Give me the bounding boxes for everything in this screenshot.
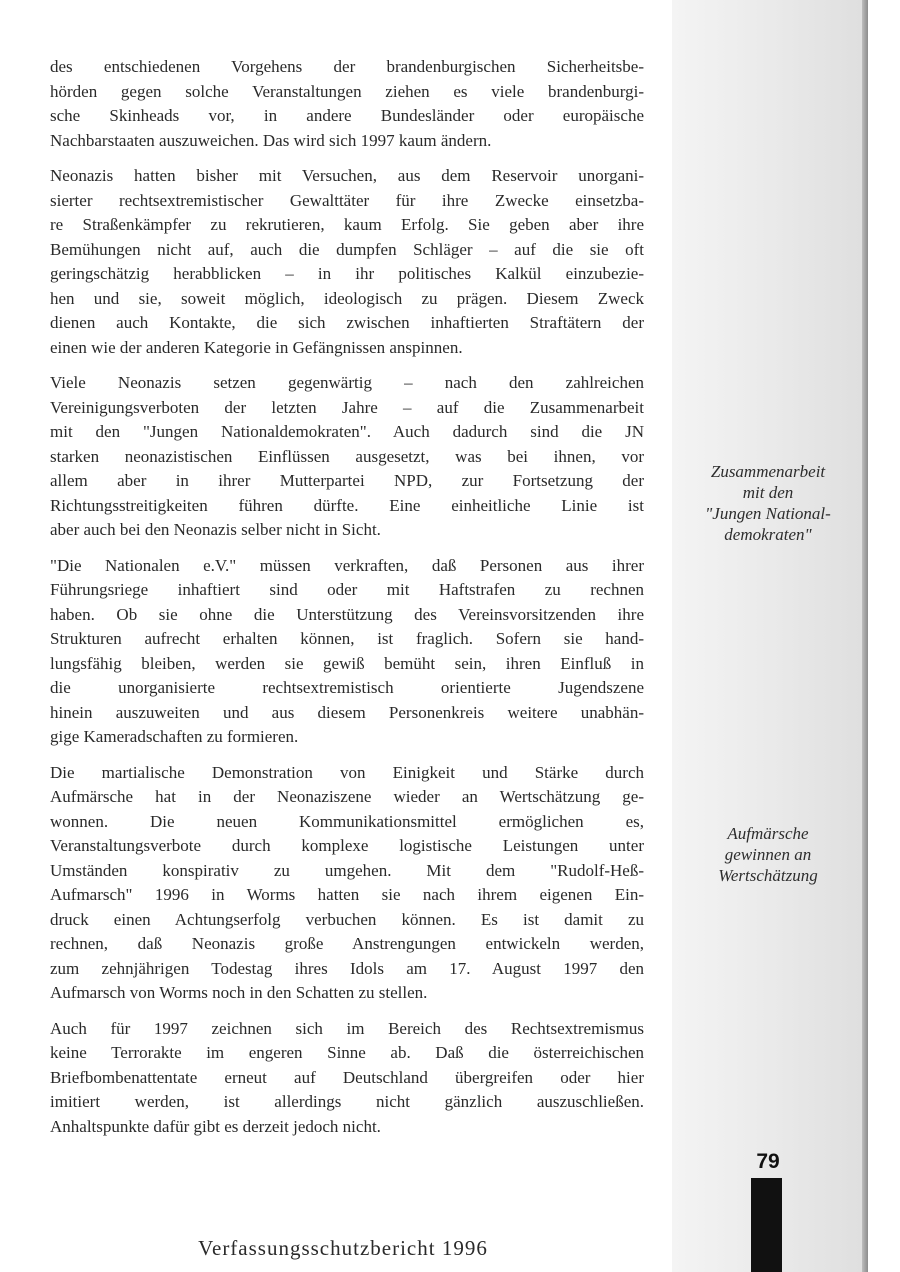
text-line: starken neonazistischen Einflüssen ausgesetzt, was bei ihnen, vor bbox=[50, 446, 644, 466]
text-line: dienen auch Kontakte, die sich zwischen inhaftierten Straftätern der bbox=[50, 313, 644, 332]
text-line: Viele Neonazis setzen gegenwärtig – nach den zahlreichen bbox=[50, 373, 644, 392]
text-line: imitiert werden, ist allerdings nicht gänzlich auszuschließen. bbox=[50, 1092, 644, 1111]
text-line: Aufmärsche hat in der Neonaziszene wieder an Wertschätzung ge- bbox=[50, 787, 644, 806]
text-line: hinein auszuweiten und aus diesem Personenkreis weitere unabhän- bbox=[50, 702, 644, 722]
page-marker-bar bbox=[751, 1178, 782, 1272]
text-line: Neonazis hatten bisher mit Versuchen, aus dem Reservoir unorgani- bbox=[50, 166, 644, 185]
text-line: Aufmarsch" 1996 in Worms hatten sie nach ihrem eigenen Ein- bbox=[50, 885, 644, 904]
note-line: Zusammenarbeit bbox=[710, 462, 826, 481]
paragraph-1 bbox=[50, 55, 644, 153]
note-line: gewinnen an bbox=[724, 845, 812, 864]
text-line: des entschiedenen Vorgehens der brandenburgischen Sicherheitsbe- bbox=[50, 57, 644, 76]
note-line: Wertschätzung bbox=[718, 866, 818, 885]
note-line: mit den bbox=[742, 483, 794, 502]
text-line: Briefbombenattentate erneut auf Deutschland übergreifen oder hier bbox=[50, 1067, 644, 1087]
text-line: einen wie der anderen Kategorie in Gefängnissen anspinnen. bbox=[50, 337, 463, 357]
note-line: demokraten" bbox=[724, 525, 812, 544]
text-line: zum zehnjährigen Todestag ihres Idols am 17. August 1997 den bbox=[50, 958, 644, 978]
page-number: 79 bbox=[756, 1150, 780, 1173]
text-line: Nachbarstaaten auszuweichen. Das wird sich 1997 kaum ändern. bbox=[50, 130, 492, 150]
text-line: geringschätzig herabblicken – in ihr politisches Kalkül einzubezie- bbox=[50, 264, 644, 283]
paragraph-3 bbox=[50, 371, 644, 543]
text-line: re Straßenkämpfer zu rekrutieren, kaum Erfolg. Sie geben aber ihre bbox=[50, 215, 644, 234]
text-line: hörden gegen solche Veranstaltungen ziehen es viele brandenburgi- bbox=[50, 81, 644, 101]
page-footer: Verfassungsschutzbericht 1996 bbox=[198, 1236, 488, 1260]
text-line: die unorganisierte rechtsextremistisch orientierte Jugendszene bbox=[50, 678, 644, 697]
text-line: gige Kameradschaften zu formieren. bbox=[50, 727, 299, 746]
paragraph-2 bbox=[50, 164, 644, 360]
margin-note-cooperation bbox=[680, 461, 856, 545]
margin-note-marches bbox=[680, 823, 856, 886]
text-line: Bemühungen nicht auf, auch die dumpfen Schläger – auf die sie oft bbox=[50, 239, 644, 259]
note-line: Aufmärsche bbox=[727, 824, 809, 843]
main-text bbox=[50, 55, 644, 1150]
text-line: Führungsriege inhaftiert sind oder mit Haftstrafen zu rechnen bbox=[50, 580, 644, 599]
text-line: Strukturen aufrecht erhalten können, ist fraglich. Sofern sie hand- bbox=[50, 629, 644, 648]
text-line: Richtungsstreitigkeiten führen dürfte. Eine einheitliche Linie ist bbox=[50, 495, 644, 515]
text-line: "Die Nationalen e.V." müssen verkraften, daß Personen aus ihrer bbox=[50, 555, 644, 575]
paragraph-4 bbox=[50, 554, 644, 750]
note-line: "Jungen National- bbox=[705, 504, 831, 523]
text-line: mit den "Jungen Nationaldemokraten". Auch dadurch sind die JN bbox=[50, 422, 644, 441]
text-line: Aufmarsch von Worms noch in den Schatten zu stellen. bbox=[50, 983, 428, 1002]
text-line: lungsfähig bleiben, werden sie gewiß bemüht sein, ihren Einfluß in bbox=[50, 653, 644, 673]
text-line: druck einen Achtungserfolg verbuchen können. Es ist damit zu bbox=[50, 909, 644, 929]
text-line: allem aber in ihrer Mutterpartei NPD, zur Fortsetzung der bbox=[50, 471, 644, 490]
text-line: wonnen. Die neuen Kommunikationsmittel ermöglichen es, bbox=[50, 811, 644, 831]
text-line: Veranstaltungsverbote durch komplexe logistische Leistungen unter bbox=[50, 836, 644, 855]
page-edge bbox=[862, 0, 868, 1272]
text-line: Umständen konspirativ zu umgehen. Mit dem "Rudolf-Heß- bbox=[50, 860, 644, 880]
text-line: rechnen, daß Neonazis große Anstrengungen entwickeln werden, bbox=[50, 934, 644, 953]
text-line: aber auch bei den Neonazis selber nicht in Sicht. bbox=[50, 520, 381, 539]
text-line: sche Skinheads vor, in andere Bundesländer oder europäische bbox=[50, 106, 644, 125]
text-line: Anhaltspunkte dafür gibt es derzeit jedoch nicht. bbox=[50, 1116, 381, 1136]
text-line: keine Terrorakte im engeren Sinne ab. Daß die österreichischen bbox=[50, 1043, 644, 1062]
text-line: Auch für 1997 zeichnen sich im Bereich des Rechtsextremismus bbox=[50, 1018, 644, 1038]
text-line: sierter rechtsextremistischer Gewalttäter für ihre Zwecke einsetzba- bbox=[50, 190, 644, 210]
text-line: hen und sie, soweit möglich, ideologisch zu prägen. Diesem Zweck bbox=[50, 288, 644, 308]
paragraph-6 bbox=[50, 1017, 644, 1140]
margin-strip bbox=[672, 0, 868, 1272]
text-line: Vereinigungsverboten der letzten Jahre – auf die Zusammenarbeit bbox=[50, 397, 644, 417]
paragraph-5 bbox=[50, 761, 644, 1006]
text-line: Die martialische Demonstration von Einigkeit und Stärke durch bbox=[50, 762, 644, 782]
text-line: haben. Ob sie ohne die Unterstützung des Vereinsvorsitzenden ihre bbox=[50, 604, 644, 624]
